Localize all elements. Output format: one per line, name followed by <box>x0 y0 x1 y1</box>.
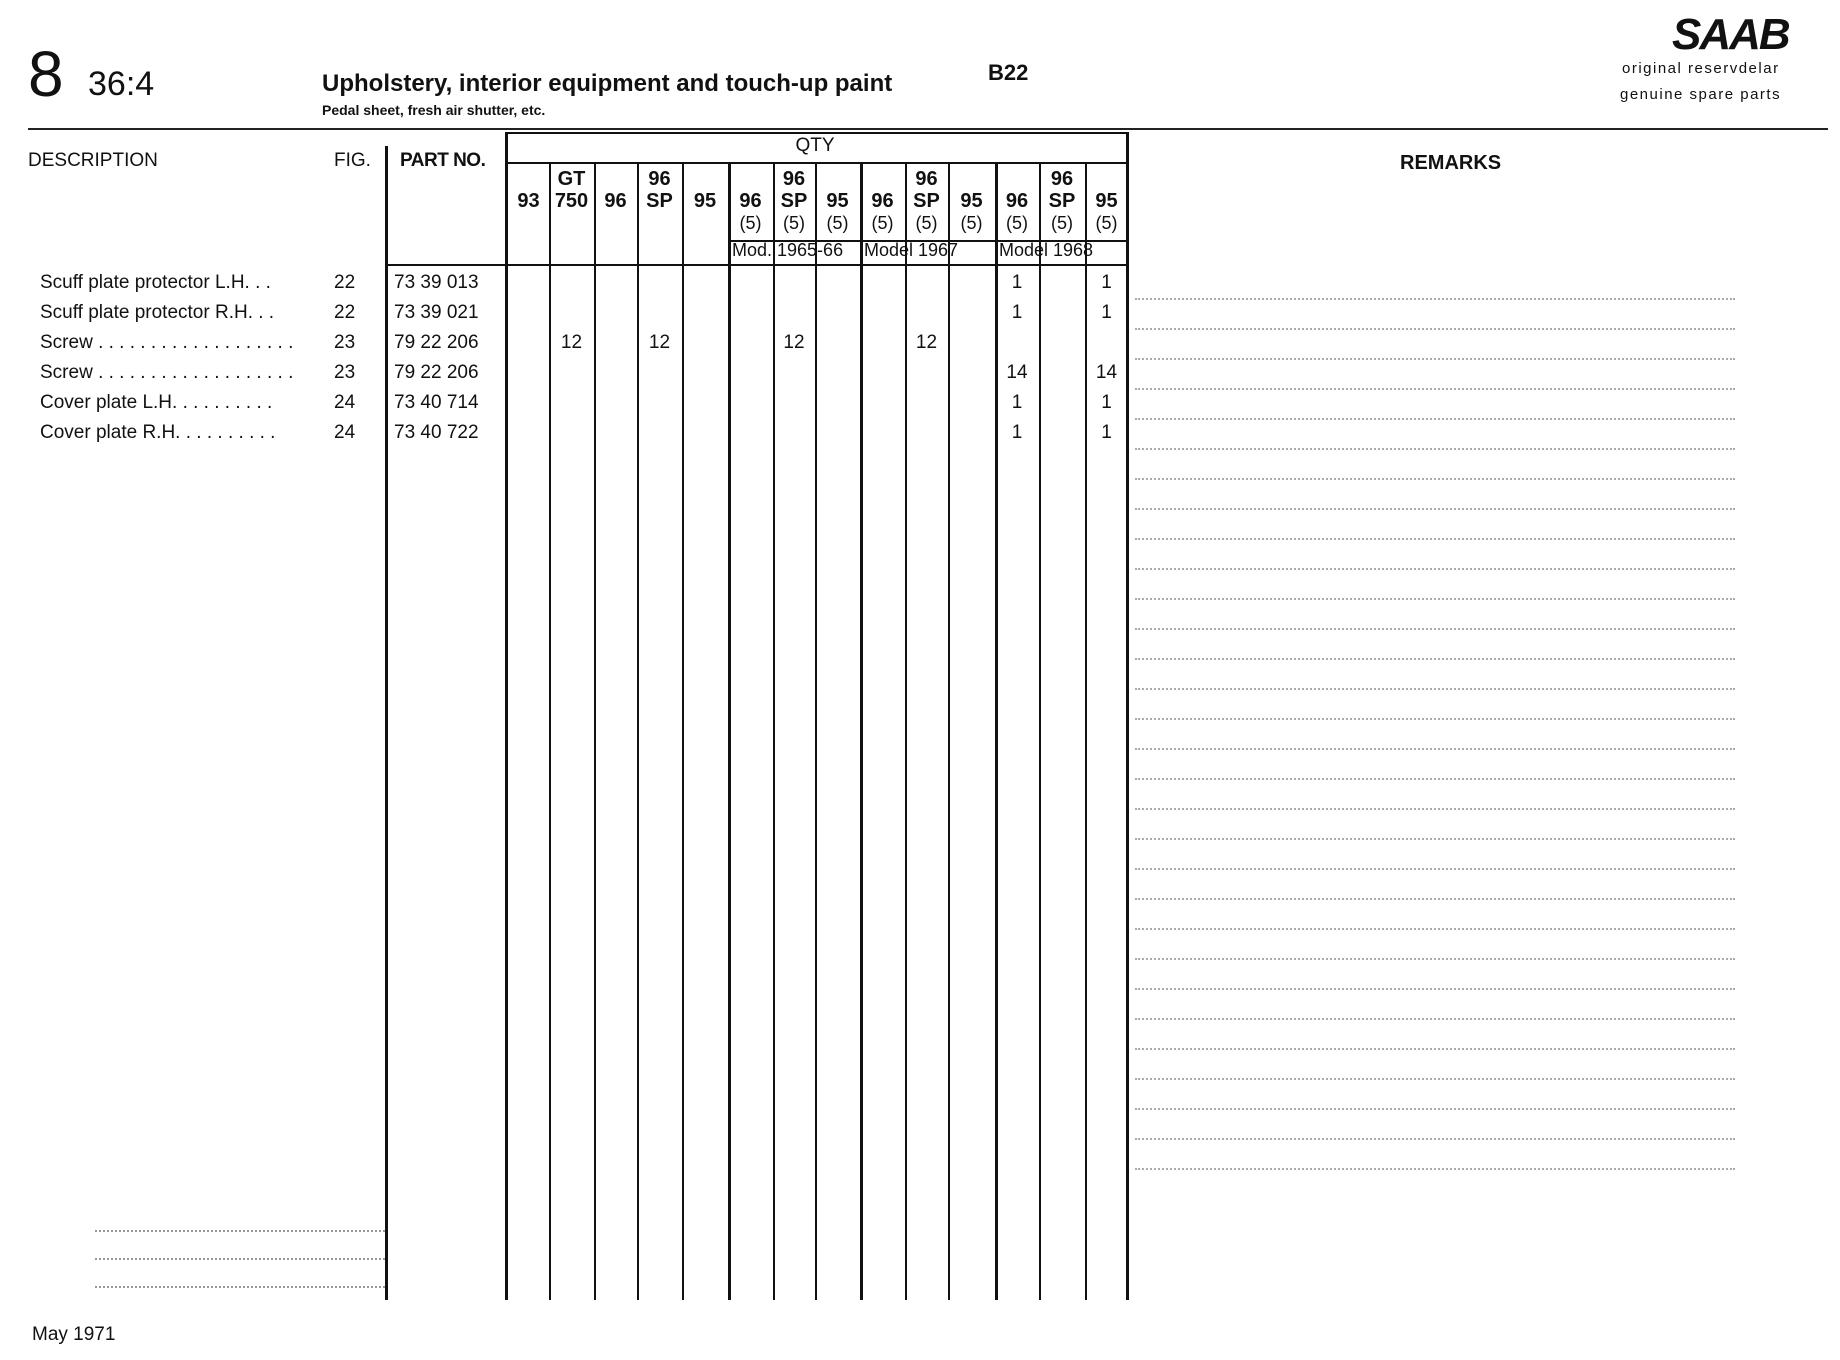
remarks-dotted-line <box>1135 418 1735 420</box>
description-dotted-line <box>95 1258 385 1260</box>
remarks-dotted-line <box>1135 988 1735 990</box>
table-row <box>0 358 1200 388</box>
qty-col-head-model: SP <box>646 190 673 212</box>
remarks-dotted-line <box>1135 778 1735 780</box>
remarks-dotted-line <box>1135 898 1735 900</box>
remarks-dotted-line <box>1135 1018 1735 1020</box>
model-group-label: Mod. 1965-66 <box>732 240 844 260</box>
row-qty: 1 <box>1011 422 1023 443</box>
row-fig: 23 <box>334 362 356 383</box>
qty-col-head-variant: (5) <box>1051 213 1073 233</box>
row-qty: 12 <box>560 332 583 353</box>
model-group-label: Model 1968 <box>999 240 1094 260</box>
tagline-genuine: genuine spare parts <box>1620 86 1782 103</box>
row-fig: 24 <box>334 422 356 443</box>
column-header-qty: QTY <box>795 135 835 156</box>
row-description: Cover plate R.H. . . . . . . . . . <box>40 422 276 443</box>
section-number: 8 <box>28 38 64 110</box>
model-group-label: Model 1967 <box>864 240 959 260</box>
column-header-description: DESCRIPTION <box>28 150 158 171</box>
remarks-dotted-line <box>1135 658 1735 660</box>
row-qty: 1 <box>1101 392 1112 413</box>
qty-col-head-top: 95 <box>1095 190 1118 212</box>
row-description: Screw . . . . . . . . . . . . . . . . . . . <box>40 362 294 383</box>
row-description: Scuff plate protector R.H. . . <box>40 302 275 323</box>
qty-col-head-top: 93 <box>517 190 540 212</box>
row-part-no: 73 40 714 <box>394 392 479 413</box>
header-rule <box>28 128 1828 130</box>
qty-col-head-variant: (5) <box>1006 213 1028 233</box>
qty-col-head-variant: (5) <box>915 213 938 233</box>
qty-col-head-top: 96 <box>1050 168 1074 190</box>
qty-col-head-top: 96 <box>648 168 671 190</box>
row-qty: 12 <box>648 332 671 353</box>
remarks-dotted-line <box>1135 598 1735 600</box>
saab-logo: SAAB <box>1672 10 1789 59</box>
table-row <box>0 268 1200 298</box>
description-dotted-line <box>95 1286 385 1288</box>
qty-col-head-top: 96 <box>871 190 894 212</box>
row-fig: 23 <box>334 332 356 353</box>
qty-col-head-top: 95 <box>960 190 983 212</box>
qty-col-head-top: 96 <box>739 190 762 212</box>
qty-col-head-top: 96 <box>1005 190 1029 212</box>
rule-qty-top <box>505 132 1129 134</box>
row-qty: 1 <box>1101 422 1112 443</box>
qty-col-head-model: 750 <box>554 190 589 212</box>
description-dotted-line <box>95 1230 385 1232</box>
qty-col-head-top: 95 <box>693 190 717 212</box>
remarks-dotted-line <box>1135 358 1735 360</box>
remarks-dotted-line <box>1135 508 1735 510</box>
remarks-dotted-line <box>1135 328 1735 330</box>
remarks-dotted-line <box>1135 808 1735 810</box>
remarks-dotted-line <box>1135 928 1735 930</box>
row-qty: 14 <box>1006 362 1028 383</box>
remarks-dotted-line <box>1135 568 1735 570</box>
row-qty: 1 <box>1101 302 1112 323</box>
row-description: Screw . . . . . . . . . . . . . . . . . . . <box>40 332 294 353</box>
rule-qty-sub <box>505 162 1129 164</box>
page-subtitle: Pedal sheet, fresh air shutter, etc. <box>322 102 546 118</box>
remarks-dotted-line <box>1135 958 1735 960</box>
model-code: B22 <box>988 60 1029 85</box>
qty-col-head-model: SP <box>780 190 808 212</box>
remarks-dotted-line <box>1135 1168 1735 1170</box>
remarks-dotted-line <box>1135 868 1735 870</box>
remarks-dotted-line <box>1135 1078 1735 1080</box>
row-part-no: 79 22 206 <box>394 362 479 383</box>
row-part-no: 73 40 722 <box>394 422 479 443</box>
row-part-no: 73 39 013 <box>394 272 479 293</box>
qty-col-head-variant: (5) <box>826 213 849 233</box>
remarks-dotted-line <box>1135 718 1735 720</box>
remarks-dotted-line <box>1135 298 1735 300</box>
row-part-no: 73 39 021 <box>394 302 479 323</box>
qty-col-head-variant: (5) <box>960 213 983 233</box>
row-qty: 1 <box>1101 272 1112 293</box>
row-qty: 12 <box>915 332 938 353</box>
qty-col-head-variant: (5) <box>739 213 762 233</box>
remarks-dotted-line <box>1135 688 1735 690</box>
remarks-dotted-line <box>1135 478 1735 480</box>
qty-col-head-top: 96 <box>604 190 627 212</box>
row-qty: 1 <box>1011 392 1023 413</box>
column-header-remarks: REMARKS <box>1400 152 1502 174</box>
row-qty: 12 <box>783 332 805 353</box>
table-row <box>0 388 1200 418</box>
column-header-part-no: PART NO. <box>400 150 486 171</box>
remarks-dotted-line <box>1135 1048 1735 1050</box>
row-fig: 24 <box>334 392 356 413</box>
row-part-no: 79 22 206 <box>394 332 479 353</box>
qty-col-head-model: SP <box>913 190 940 212</box>
qty-col-head-variant: (5) <box>871 213 894 233</box>
remarks-dotted-line <box>1135 748 1735 750</box>
section-code: 36:4 <box>88 65 155 103</box>
row-fig: 22 <box>334 302 356 323</box>
row-description: Scuff plate protector L.H. . . <box>40 272 271 293</box>
row-qty: 1 <box>1011 272 1023 293</box>
table-row <box>0 298 1200 328</box>
qty-col-head-variant: (5) <box>783 213 805 233</box>
qty-col-head-variant: (5) <box>1095 213 1118 233</box>
page-title: Upholstery, interior equipment and touch-up paint <box>322 70 893 97</box>
qty-col-head-top: 96 <box>915 168 938 190</box>
publication-date: May 1971 <box>32 1324 116 1345</box>
remarks-dotted-line <box>1135 1138 1735 1140</box>
qty-col-head-model: SP <box>1048 190 1076 212</box>
qty-col-head-top: 96 <box>782 168 806 190</box>
remarks-dotted-line <box>1135 538 1735 540</box>
row-description: Cover plate L.H. . . . . . . . . . <box>40 392 273 413</box>
row-qty: 1 <box>1011 302 1023 323</box>
remarks-dotted-line <box>1135 838 1735 840</box>
remarks-dotted-line <box>1135 388 1735 390</box>
table-row <box>0 418 1200 448</box>
tagline-original: original reservdelar <box>1622 60 1780 77</box>
rule-header-bottom <box>385 264 1129 266</box>
row-qty: 14 <box>1095 362 1118 383</box>
column-header-fig: FIG. <box>334 150 371 171</box>
remarks-dotted-line <box>1135 1108 1735 1110</box>
remarks-dotted-line <box>1135 448 1735 450</box>
qty-col-head-top: GT <box>557 168 586 190</box>
qty-col-head-top: 95 <box>826 190 849 212</box>
table-row <box>0 328 1200 358</box>
row-fig: 22 <box>334 272 356 293</box>
remarks-dotted-line <box>1135 628 1735 630</box>
